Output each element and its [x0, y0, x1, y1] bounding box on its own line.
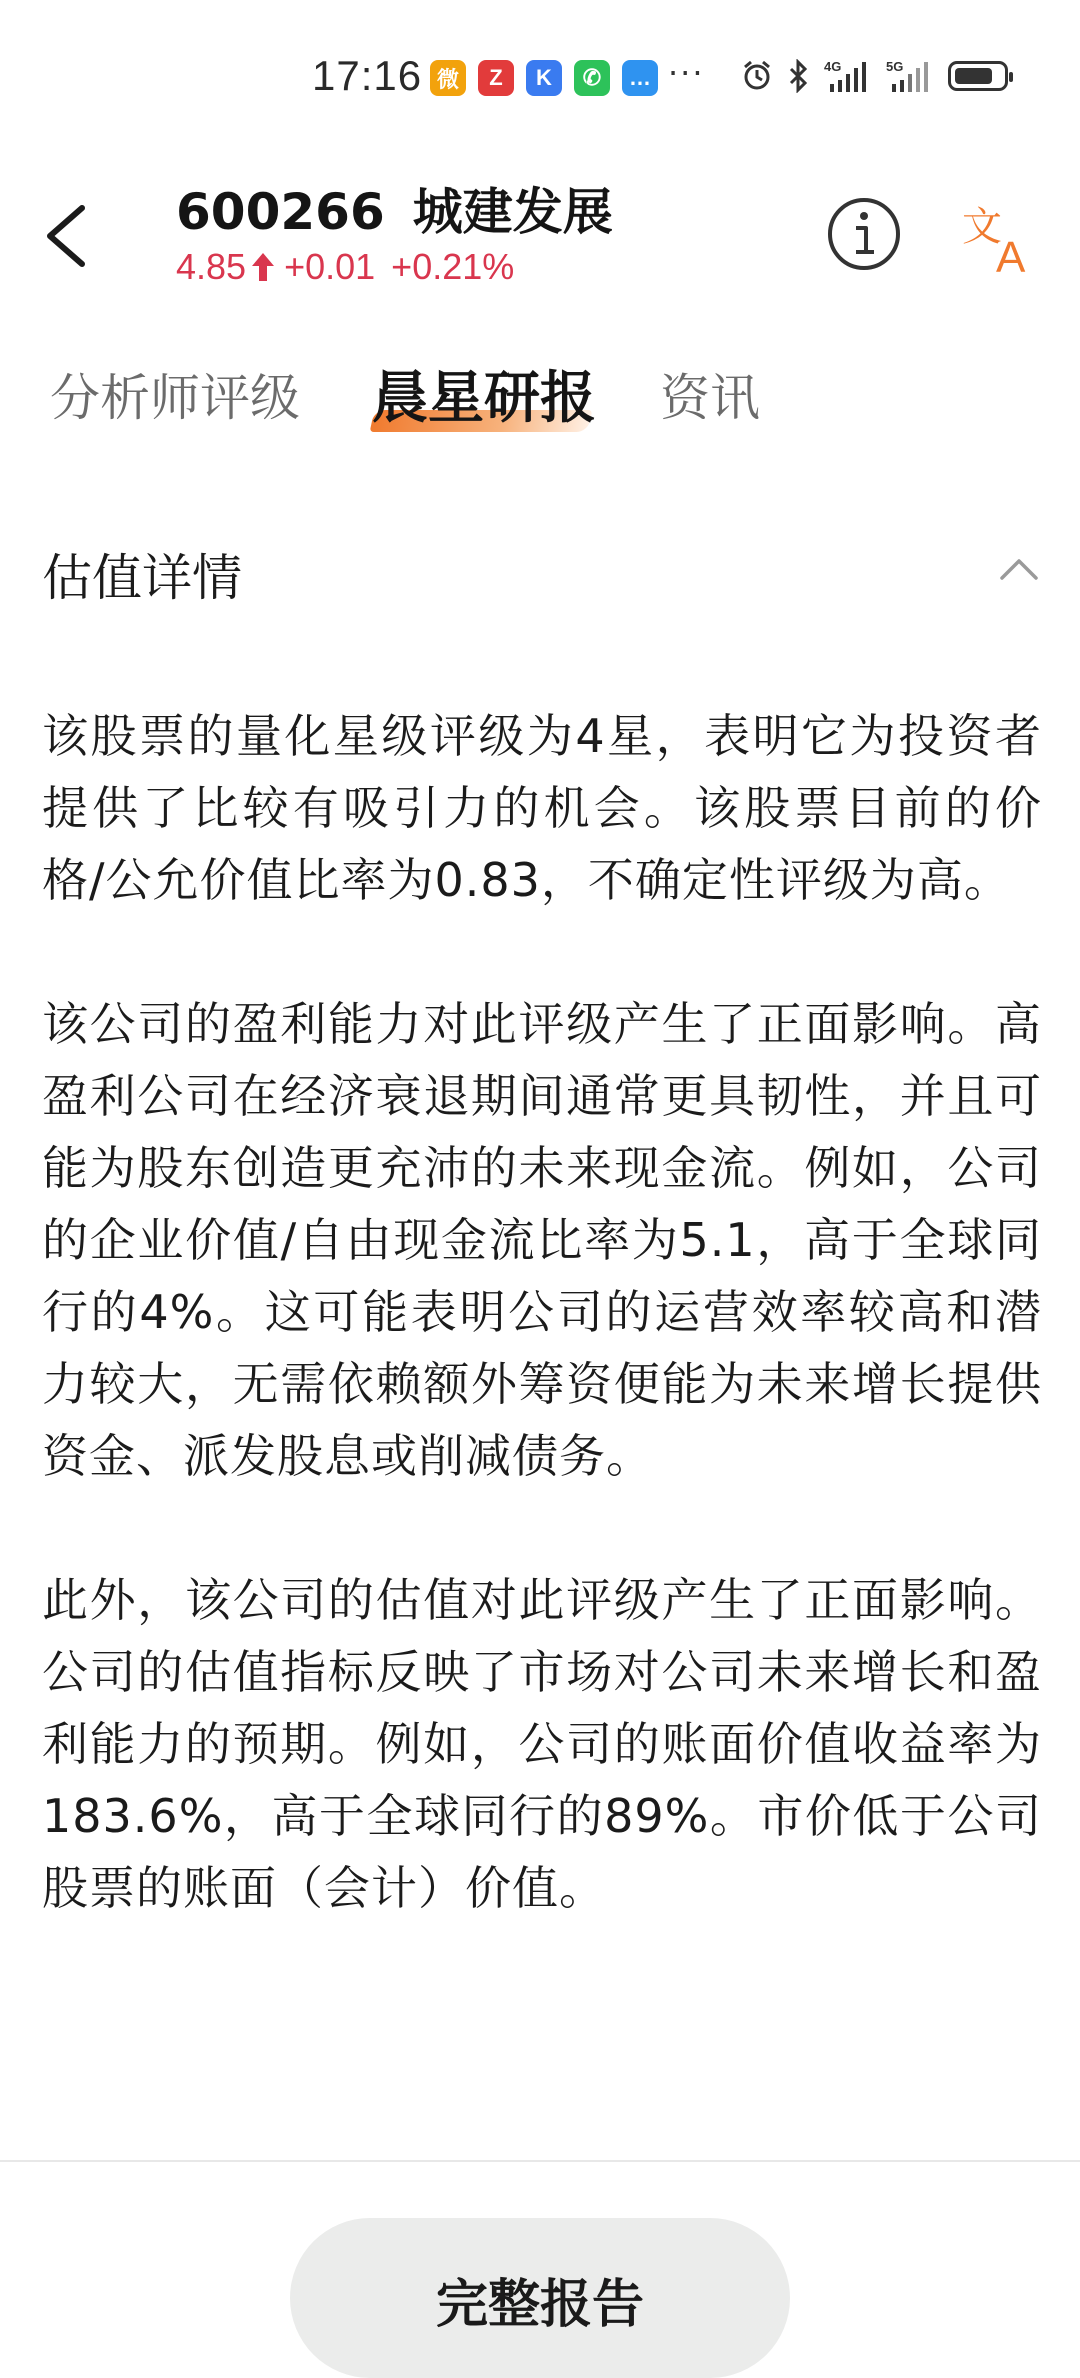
bluetooth-icon	[788, 59, 810, 93]
tab-bar	[0, 358, 1080, 458]
paragraph: 该公司的盈利能力对此评级产生了正面影响。高盈利公司在经济衰退期间通常更具韧性，并且可能为股东创造更充沛的未来现金流。例如，公司的企业价值/自由现金流比率为5.1，高于全球同行的4%。这可能表明公司的运营效率较高和潜力较大，无需依赖额外筹资便能为未来增长提供资金、派发股息或削减债务。	[42, 997, 1042, 1483]
full-report-label: 完整报告	[435, 2275, 644, 2335]
stock-code: 600266	[176, 183, 385, 241]
status-bar	[0, 0, 1080, 150]
chevron-up-icon[interactable]	[996, 550, 1042, 586]
tab-analyst-rating[interactable]: 分析师评级	[50, 369, 300, 427]
app-z-icon: Z	[478, 60, 514, 96]
paragraph: 该股票的量化星级评级为4星，表明它为投资者提供了比较有吸引力的机会。该股票目前的价格/公允价值比率为0.83，不确定性评级为高。	[42, 709, 1042, 907]
back-button[interactable]	[36, 196, 96, 276]
section-title: 估值详情	[42, 549, 242, 607]
alarm-icon	[740, 59, 774, 93]
paragraph: 此外，该公司的估值对此评级产生了正面影响。公司的估值指标反映了市场对公司未来增长和盈利能力的预期。例如，公司的账面价值收益率为183.6%，高于全球同行的89%。市价低于公司股票的账面（会计）价值。	[42, 1573, 1042, 1915]
svg-text:文: 文	[962, 204, 1002, 250]
weibo-icon: 微	[430, 60, 466, 96]
divider	[0, 2160, 1080, 2162]
svg-text:5G: 5G	[886, 59, 904, 74]
wechat-icon: ✆	[574, 60, 610, 96]
stock-change: +0.01	[284, 246, 376, 287]
signal-5g-icon	[886, 58, 934, 94]
battery-icon	[948, 61, 1008, 91]
signal-4g-icon	[824, 58, 872, 94]
translate-button[interactable]	[960, 198, 1040, 278]
stock-title	[176, 172, 613, 244]
chevron-left-icon	[36, 196, 96, 276]
arrow-up-icon	[250, 251, 276, 283]
valuation-content	[42, 700, 1042, 1996]
info-button[interactable]	[826, 196, 902, 272]
tab-news[interactable]: 资讯	[660, 369, 760, 427]
more-notifications-icon: ···	[668, 54, 705, 92]
app-k-icon: K	[526, 60, 562, 96]
svg-text:A: A	[996, 233, 1026, 278]
stock-quote	[176, 246, 514, 288]
valuation-section-header[interactable]	[0, 520, 1080, 620]
tab-morningstar-research[interactable]: 晨星研报	[372, 366, 596, 431]
message-icon: …	[622, 60, 658, 96]
full-report-button[interactable]	[290, 2218, 790, 2378]
info-icon	[826, 196, 902, 272]
notification-icons	[430, 60, 658, 96]
stock-name: 城建发展	[412, 183, 613, 241]
status-time: 17:16	[312, 52, 423, 99]
svg-text:4G: 4G	[824, 59, 842, 74]
translate-icon	[960, 198, 1040, 278]
stock-price: 4.85	[176, 246, 247, 287]
system-icons	[740, 58, 1008, 94]
stock-change-pct: +0.21%	[391, 246, 515, 287]
